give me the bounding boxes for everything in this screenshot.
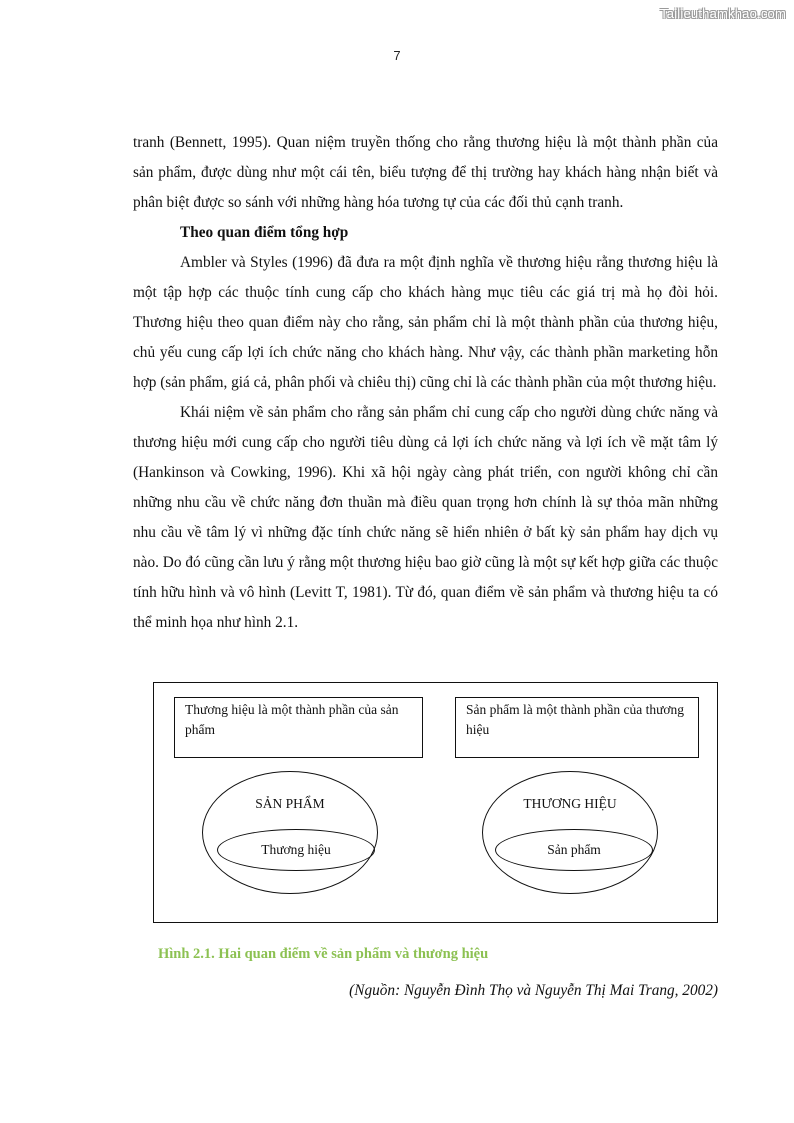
figure-source: (Nguồn: Nguyễn Đình Thọ và Nguyễn Thị Mai Trang, 2002) bbox=[349, 982, 718, 999]
product-outer-label: SẢN PHẨM bbox=[255, 796, 325, 811]
figure-caption: Hình 2.1. Hai quan điểm về sản phẩm và thương hiệu bbox=[158, 946, 489, 962]
page-number: 7 bbox=[393, 48, 401, 63]
paragraph-1: tranh (Bennett, 1995). Quan niệm truyền thống cho rằng thương hiệu là một thành phần của sản phẩm, được dùng như một cái tên, biểu tượng để thị trường hay khách hàng nhận biết và phân biệt được so sánh với những hàng hóa tương tự của các đối thủ cạnh tranh. bbox=[133, 134, 718, 211]
brand-inner-label: Thương hiệu bbox=[261, 842, 331, 857]
product-inner-label: Sản phẩm bbox=[547, 842, 601, 857]
left-definition-box: Thương hiệu là một thành phần của sản phẩm bbox=[174, 697, 423, 758]
paragraph-3: Khái niệm về sản phẩm cho rằng sản phẩm chỉ cung cấp cho người dùng chức năng và thương hiệu mới cung cấp cho người tiêu dùng cả lợi ích chức năng và lợi ích về mặt tâm lý (Hankinson và Cowking, 1996). Khi xã hội ngày càng phát triển, con người không chỉ cần những nhu cầu về chức năng đơn thuần mà điều quan trọng hơn chính là sự thỏa mãn những nhu cầu về tâm lý vì những đặc tính chức năng sẽ hiển nhiên ở bất kỳ sản phẩm hay dịch vụ nào. Do đó cũng cần lưu ý rằng một thương hiệu bao giờ cũng là một sự kết hợp giữa các thuộc tính hữu hình và vô hình (Levitt T, 1981). Từ đó, quan điểm về sản phẩm và thương hiệu ta có thể minh họa như hình 2.1. bbox=[133, 404, 718, 631]
figure-2-1 bbox=[153, 682, 718, 923]
brand-outer-label: THƯƠNG HIỆU bbox=[523, 796, 617, 811]
section-heading: Theo quan điểm tổng hợp bbox=[180, 224, 349, 241]
right-definition-box: Sản phẩm là một thành phần của thương hiệu bbox=[455, 697, 699, 758]
watermark: Tailieuthamkhao.com bbox=[660, 6, 786, 21]
paragraph-2: Ambler và Styles (1996) đã đưa ra một định nghĩa về thương hiệu rằng thương hiệu là một tập hợp các thuộc tính cung cấp cho khách hàng mục tiêu các giá trị mà họ đòi hỏi. Thương hiệu theo quan điểm này cho rằng, sản phẩm chỉ là một thành phần của thương hiệu, chủ yếu cung cấp lợi ích chức năng cho khách hàng. Như vậy, các thành phần marketing hỗn hợp (sản phẩm, giá cả, phân phối và chiêu thị) cũng chỉ là các thành phần của một thương hiệu. bbox=[133, 254, 718, 391]
body-text bbox=[133, 128, 718, 638]
